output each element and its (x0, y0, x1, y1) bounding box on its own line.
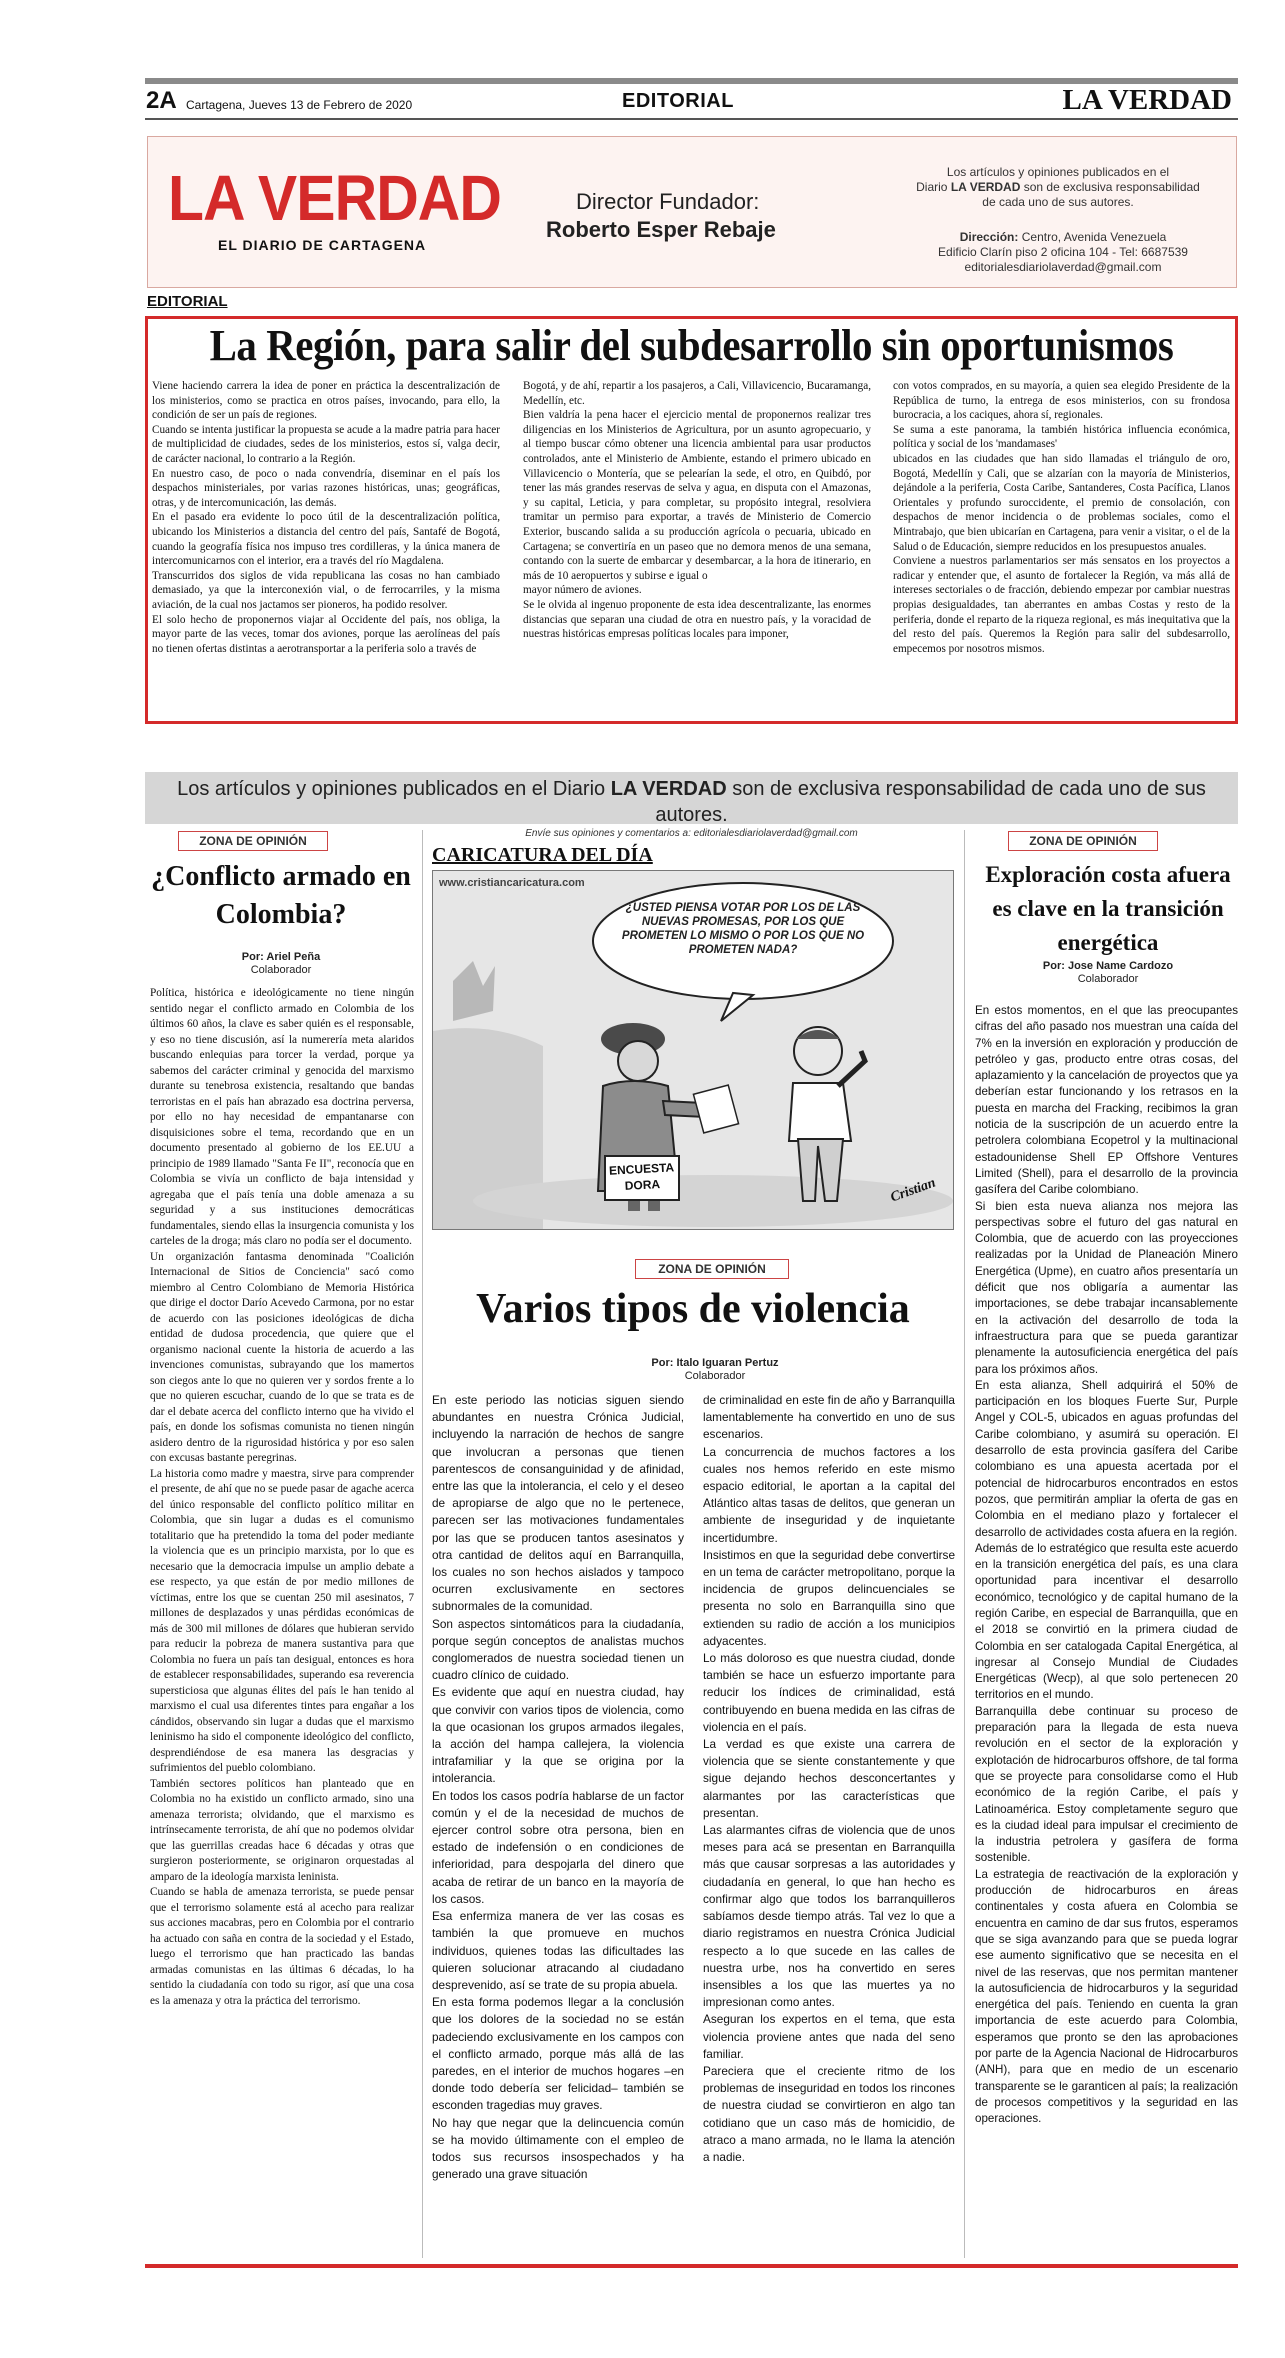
zone-label-left: ZONA DE OPINIÓN (178, 831, 328, 851)
article-left-body (150, 986, 414, 2258)
editorial-text-2: Bogotá, y de ahí, repartir a los pasajeros, a Cali, Villavicencio, Bucaramanga, Medellín, etc. Bien valdría la pena hacer el ejercicio mental de proponernos realizar tres diligencias en los Ministerios de Agricultura, por un asunto agropecuario, y al tiempo buscar cómo obtener una licencia ambiental para usar productos controlados, ante el Ministerio de Ambiente, estando el primero ubicado en Villavicencio o Montería, que se pelearían la sede, el otro, en Quibdó, por tener las más grandes reservas de selva y agua, en disputa con el Amazonas, y su capital, Leticia, y para completar, su propósito integral, resolviera tramitar un permiso para exportar, a través de Ministerio de Comercio Exterior, buscando salida a su producción agrícola o pecuaria, ubicado en Cartagena; se convertiría en un paseo que no demora menos de una semana, contando con la suerte de embarcar y desembarcar, a la hora de itinerario, en más de 10 aeropuertos y subirse e igual o mayor número de aviones. Se le olvida al ingenuo proponente de esta idea descentralizante, las enormes distancias que separan una ciudad de otra en nuestro país, y la voracidad de nuestras históricas empresas políticas locales para imponer, (523, 380, 871, 641)
director-label: Director Fundador: (576, 189, 760, 214)
zone-label-center: ZONA DE OPINIÓN (635, 1259, 789, 1279)
column-divider (964, 830, 965, 2258)
article-left-title: ¿Conflicto armado en Colombia? (151, 861, 411, 930)
logo-subtitle: EL DIARIO DE CARTAGENA (218, 237, 427, 253)
speech-bubble-text: ¿USTED PIENSA VOTAR POR LOS DE LAS NUEVAS PROMESAS, POR LOS QUE PROMETEN LO MISMO O POR LOS QUE NO PROMETEN NADA? (621, 902, 865, 956)
masthead-box (147, 136, 1237, 288)
caricature-label: CARICATURA DEL DÍA (432, 844, 653, 866)
article-center-text-1: En este periodo las noticias siguen siendo abundantes en nuestra Crónica Judicial, incluyendo la narración de hechos de sangre que involucran a personas que tienen parentescos de consanguinidad y de afinidad, entre las que la intolerancia, el celo y el deseo de apropiarse de algo que no le pertenece, parecen ser las motivaciones fundamentales por las que se producen tantos asesinatos y otra cantidad de delitos aquí en Barranquilla, los cuales no son hechos aislados y tampoco ocurren exclusivamente en sectores subnormales de la comunidad. Son aspectos sintomáticos para la ciudadanía, porque según conceptos de analistas muchos conglomerados de nuestra sociedad tienen un cuadro clínico de cuidado. Es evidente que aquí en nuestra ciudad, hay que convivir con varios tipos de violencia, como la que ocasionan los grupos armados ilegales, la acción del hampa callejera, la violencia intrafamiliar y la que se origina por la intolerancia. En todos los casos podría hablarse de un factor común y el de la necesidad de muchos de ejercer control sobre otra persona, bien en estado de indefensión o en condiciones de inferioridad, para despojarla del dinero que acaba de retirar de un banco en la mayoría de los casos. Esa enfermiza manera de ver las cosas es también la que promueve en muchos individuos, quienes todas las dificultades las quieren solucionar atracando al ciudadano desprevenido, así se trate de su propia abuela. En esta forma podemos llegar a la conclusión que los dolores de la sociedad no se están padeciendo exclusivamente en los campos con el conflicto armado, porque más allá de las paredes, en el interior de muchos hogares –en donde todo debería ser felicidad– también se esconden tragedias muy graves. No hay que negar que la delincuencia común se ha movido últimamente con el empleo de todos sus recursos insospechados y ha generado una grave situación (432, 1393, 684, 2182)
responsibility-notice: Los artículos y opiniones publicados en el Diario LA VERDAD son de exclusiva responsabilidad de cada uno de sus autores. (916, 165, 1200, 209)
director-name: Roberto Esper Rebaje (546, 217, 776, 242)
article-left-text: Política, histórica e ideológicamente no tiene ningún sentido negar el conflicto armado en Colombia de los últimos 60 años, la clave es saber quién es el responsable, y eso no tiene discusión, así la numerería meta alaridos buscando enlequias para torcer la verdad, porque ya sabemos del carácter criminal y genocida del marxismo durante su tenebrosa existencia, resaltando que bandas terroristas en el país han abrazado esa doctrina perversa, por ello no hay necesidad de empantanarse con disquisiciones sobre el tema, recordando que en un documento presentado al gobierno de los EE.UU a principio de 1989 llamado "Santa Fe II", reconocía que en Colombia se vivía un conflicto de baja intensidad y agregaba que el país tenía una doble amenaza a su seguridad y a sus instituciones democráticas fundamentales, siendo ellas la insurgencia comunista y los carteles de la droga; más claro no podía ser el documento. Un organización fantasma denominada "Coalición Internacional de Sitios de Conciencia" sacó como miembro al Centro Colombiano de Memoria Histórica que dirige el doctor Darío Acevedo Carmona, por no estar de acuerdo con las posiciones ideológicas de dicha entidad de dudosa procedencia, que quiere que el organismo nacional cuente la historia de acuerdo a las invenciones comunistas, subrayando que los mamertos son ciegos ante lo que no quieren ver y sordos frente a lo que no quieren escuchar, cuando de lo que se trata es de dar el debate acerca del conflicto interno que ha vivido el país, en donde los sofismas comunista no tienen ningún asidero dentro de la rigurosidad histórica y por eso salen con excusas bastante peregrinas. La historia como madre y maestra, sirve para comprender el presente, de ahí que no se puede pasar de agache acerca del único responsable del conflicto político militar en Colombia, que sin lugar a dudas es el comunismo totalitario que ha pretendido la toma del poder mediante la violencia que es un principio marxista, por lo que es necesario que la democracia impulse un amplio debate a ese respecto, ya que están de por medio millones de víctimas, entre los que se cuentan 250 mil asesinatos, 7 millones de desplazados y unas pérdidas económicas de más de 300 mil millones de dólares que hubieran servido para reducir la pobreza de manera sustantiva para que Colombia no fuera un país tan desigual, entonces es hora de establecer responsabilidades, superando esa reverencia supersticiosa que algunas élites del país le han tenido al marxismo el cual usa diferentes tintes para engañar a los cándidos, observando sin lugar a dudas que el marxismo leninismo ha sido el componente ideológico del conflicto, desprendiéndose de esa manera las desgracias y sufrimientos del pueblo colombiano. También sectores políticos han planteado que en Colombia no ha existido un conflicto armado, sino una amenaza terrorista; olvidando, que el marxismo es intrínsecamente terrorista, de ahí que no podemos olvidar que las guerrillas creadas hace 6 décadas y otras que surgieron posteriormente, se originaron orquestadas al amparo de la ideología marxista leninista. Cuando se habla de amenaza terrorista, se puede pensar que el terrorismo solamente está al acecho para realizar sus acciones macabras, pero en Colombia por el contrario ha actuado con saña en contra de la sociedad y el Estado, luego el terrorismo que han practicado las bandas armadas comunistas en las últimas 6 décadas, lo ha sentido la ciudadanía con todo su rigor, así que una cosa es la amenaza y otra la práctica del terrorismo. (150, 987, 414, 2007)
cartoonist-signature: Cristian (888, 1175, 938, 1206)
page-number: 2A (146, 87, 177, 114)
email-link[interactable]: editorialesdiariolaverdad@gmail.com (964, 260, 1162, 274)
header-rule (145, 118, 1238, 120)
article-center-byline: Por: Italo Iguaran Pertuz Colaborador (651, 1357, 779, 1382)
responsibility-banner (145, 772, 1238, 839)
zone-label-right: ZONA DE OPINIÓN (1008, 831, 1158, 851)
editorial-column-1 (152, 379, 500, 717)
article-right-title: Exploración costa afuera es clave en la transición energética (985, 862, 1231, 955)
bottom-rule (145, 2264, 1238, 2268)
logo: LA VERDAD (168, 162, 502, 234)
article-right-body (975, 1003, 1238, 2258)
column-divider (422, 830, 423, 2258)
article-right-text: En estos momentos, en el que las preocupantes cifras del año pasado nos muestran una caída del 7% en la inversión en exploración y producción de petróleo y gas, producto entre otras cosas, del aplazamiento y la cancelación de proyectos que ya deberían estar funcionando y los retrasos en la puesta en marcha del Fracking, recibimos la gran noticia de la suscripción de un acuerdo entre la petrolera colombiana Ecopetrol y la multinacional estadounidense Shell EP Offshore Ventures Limited (Shell), para el desarrollo de la provincia gasífera del Caribe colombiano. Si bien esta nueva alianza nos mejora las perspectivas sobre el futuro del gas natural en Colombia, que de acuerdo con las proyecciones realizadas por la Unidad de Planeación Minero Energética (Upme), en cuatro años presentaría un déficit que nos obligaría a aumentar las importaciones, se debe trabajar incansablemente en la activación del desarrollo de toda la infraestructura para que se pueda garantizar plenamente la autosuficiencia energética del país para los próximos años. En esta alianza, Shell adquirirá el 50% de participación en los bloques Fuerte Sur, Purple Angel y COL-5, ubicados en aguas profundas del Caribe colombiano, y asumirá su operación. El desarrollo de esta provincia gasífera del Caribe colombiano es una apuesta acertada por el potencial de hidrocarburos encontrados en estos pozos, que permitirán ampliar la oferta de gas en Colombia en el mediano plazo y fortalecer el desarrollo de actividades costa afuera en la región. Además de lo estratégico que resulta este acuerdo en la transición energética del país, es una clara oportunidad para incentivar el desarrollo económico, tecnológico y de capital humano de la región Caribe, en especial de Barranquilla, que en el 2018 se convirtió en la primera ciudad de Colombia en ser catalogada Capital Energética, al ingresar al Consejo Mundial de Ciudades Energéticas (Wecp), al que solo pertenecen 20 territorios en el mundo. Barranquilla debe continuar su proceso de preparación para la llegada de esta nueva revolución en el sector de la exploración y explotación de hidrocarburos offshore, de tal forma que se proyecte para consolidarse como el Hub económico de la región Caribe, el país y Latinoamérica. Estoy completamente seguro que es la ciudad ideal para impulsar el crecimiento de la industria petrolera y gasífera de forma sostenible. La estrategia de reactivación de la exploración y producción de hidrocarburos en áreas continentales y costa afuera en Colombia se encuentra en camino de dar sus frutos, esperamos que se siga avanzando para que se pueda lograr ese aumento significativo que se necesita en el nivel de las reservas, que nos permitan mantener la autosuficiencia de hidrocarburos y la seguridad energética del país. Teniendo en cuenta la gran importancia de este acuerdo para Colombia, esperamos que pronto se den las aprobaciones por parte de la Agencia Nacional de Hidrocarburos (ANH), para que en medio de un escenario transparente se le garanticen al país; la realización de procesos competitivos y la seguridad en las operaciones. (975, 1004, 1238, 2126)
caricature-watermark: www.cristiancaricatura.com (439, 877, 585, 889)
editorial-label: EDITORIAL (147, 293, 228, 310)
section-title: EDITORIAL (622, 90, 734, 112)
article-center-column-1 (432, 1392, 684, 2258)
editorial-text-3: con votos comprados, en su mayoría, a quien sea elegido Presidente de la República de turno, la entrega de esos ministerios, con su frondosa burocracia, a los caciques, ahora sí, regionales. Se suma a este panorama, la también histórica influencia económica, política y social de los 'mandamases' ubicados en las ciudades que han sido llamadas el triángulo de oro, Bogotá, Medellín y Cali, que se alzarían con la mayoría de Ministerios, dejándole a la periferia, Costa Caribe, Santanderes, Costa Pacífica, Llanos Orientales y profundo suroccidente, el premio de consolación, con despachos de menor incidencia o de problemas sociales, como el Mintrabajo, que bien ubicarían en Cartagena, para venir a visitar, o el de la Salud o de Educación, siempre reducidos en los presupuestos anuales. Conviene a nuestros parlamentarios ser más sensatos en los proyectos a radicar y entender que, el asunto de fortalecer la Región, va más allá de intereses sectoriales o de fracción, debiendo empezar por cambiar nuestras propias desigualdades, tan aberrantes en ambas Costas y resto de la periferia, donde el reparto de la riqueza regional, es más inequitativa que la del resto del país. Queremos la Región para salir del subdesarrollo, empecemos por nosotros mismos. (893, 380, 1230, 655)
article-right-byline: Por: Jose Name Cardozo Colaborador (1042, 960, 1174, 985)
banner-sub: Envíe sus opiniones y comentarios a: editorialesdiariolaverdad@gmail.com (525, 828, 858, 839)
editorial-column-2 (523, 379, 871, 717)
article-center-column-2 (703, 1392, 955, 2258)
banner-text: Los artículos y opiniones publicados en el Diario LA VERDAD son de exclusiva responsabilidad de cada uno de sus autores. (177, 778, 1206, 826)
paper-name: LA VERDAD (1062, 84, 1232, 116)
caricature-frame (432, 870, 954, 1230)
editorial-text-1: Viene haciendo carrera la idea de poner en práctica la descentralización de los ministerios, como se practica en otros países, invocando, para ello, la condición de ser un país de regiones. Cuando se intenta justificar la propuesta se acude a la madre patria para hacer de multiplicidad de ciudades, sedes de los ministerios, estos sí, valga decir, de carácter nacional, lo contrario a la Región. En nuestro caso, de poco o nada convendría, diseminar en el país los despachos ministeriales, por varias razones históricas, unas; geográficas, otras, y de intercomunicación, las demás. En el pasado era evidente lo poco útil de la descentralización política, ubicando los Ministerios a distancia del centro del país, Santafé de Bogotá, cuando la geografía física nos impuso tres cordilleras, y la única manera de intercomunicarnos con el interior, era a través del río Magdalena. Transcurridos dos siglos de vida republicana las cosas no han cambiado demasiado, ya que la interconexión vial, o de ferrocarriles, y la misma aviación, de la cual nos jactamos ser pioneros, ha podido resolver. El solo hecho de proponernos viajar al Occidente del país, nos obliga, la mayor parte de las veces, tomar dos aviones, porque las aerolíneas del país no tienen ofertas distintas a aerotransportar a la periferia solo a través de (152, 380, 500, 655)
address-block: Dirección: Centro, Avenida Venezuela Edificio Clarín piso 2 oficina 104 - Tel: 6687539 editorialesdiariolaverdad@gmail.com (908, 230, 1218, 275)
date-line: Cartagena, Jueves 13 de Febrero de 2020 (186, 98, 413, 112)
article-left-byline: Por: Ariel Peña Colaborador (241, 951, 321, 976)
article-center-title: Varios tipos de violencia (476, 1286, 910, 1332)
article-center-text-2: de criminalidad en este fin de año y Barranquilla lamentablemente ha convertido en uno de sus escenarios. La concurrencia de muchos factores a los cuales nos hemos referido en este mismo espacio editorial, le aportan a la capital del Atlántico altas tasas de delitos, que generan un ambiente de inseguridad y de inquietante incertidumbre. Insistimos en que la seguridad debe convertirse en un tema de carácter metropolitano, porque la incidencia de grupos delincuenciales se presenta no solo en Barranquilla sino que extienden su radio de acción a los municipios adyacentes. Lo más doloroso es que nuestra ciudad, donde también se hace un esfuerzo importante para reducir los índices de criminalidad, está contribuyendo en buena medida en las cifras de violencia en el país. La verdad es que existe una carrera de violencia que se siente constantemente y que sigue dejando hechos desconcertantes y alarmantes por las características que presentan. Las alarmantes cifras de violencia que de unos meses para acá se presentan en Barranquilla más que causar sorpresas a las autoridades y ciudadanía en general, lo que han hecho es confirmar algo que todos los barranquilleros sabíamos desde tiempo atrás. Tal vez lo que a diario registramos en nuestra Crónica Judicial respecto a lo que sucede en las calles de nuestra urbe, nos ha convertido en seres insensibles a los que las muertes ya no impresionan como antes. Aseguran los expertos en el tema, que esta violencia proviene antes que nada del seno familiar. Pareciera que el creciente ritmo de los problemas de inseguridad en todos los rincones de nuestra ciudad se convirtieron en algo tan cotidiano que un caso más de homicidio, de atraco a mano armada, no le llama la atención a nadie. (703, 1393, 955, 2164)
editorial-column-3 (893, 379, 1230, 717)
survey-sign-text: ENCUESTA DORA (608, 1160, 675, 1193)
editorial-title: La Región, para salir del subdesarrollo sin oportunismos (209, 321, 1174, 370)
